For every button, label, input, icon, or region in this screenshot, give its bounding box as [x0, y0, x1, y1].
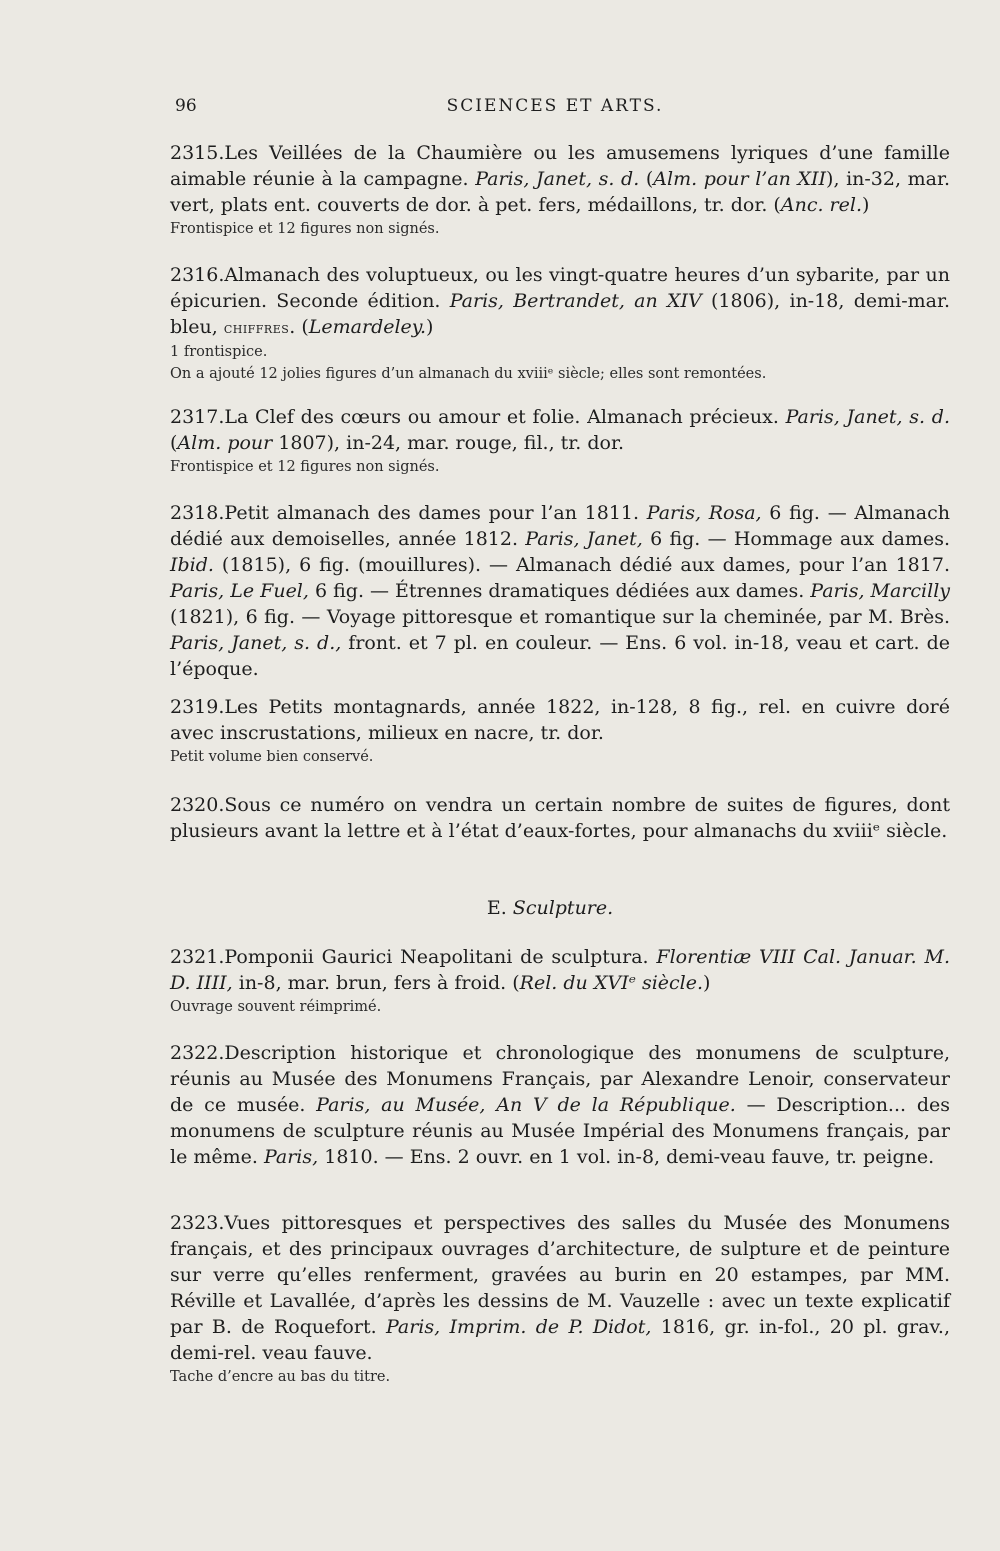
section-heading [0, 897, 1000, 919]
entry-text-run: (1806), in-18, demi-mar. bleu, [170, 290, 951, 338]
entry-note: On a ajouté 12 jolies figures d’un almanach du xviiiᵉ siècle; elles sont remontées. [170, 366, 767, 382]
entry-italic-text: Paris, [263, 1146, 319, 1168]
entry-italic-text: Paris, Janet, s. d. [475, 168, 640, 190]
entry-text-run: ) [703, 972, 711, 994]
entry-text-run: ), in-32, mar. vert, plats ent. couverts de dor. à pet. fers, médaillons, tr. dor. ( [170, 168, 950, 216]
entry-text [170, 944, 950, 996]
entry-italic-text: Paris, Rosa, [646, 502, 762, 524]
entry-text-run: Petit almanach des dames pour l’an 1811. [224, 502, 647, 524]
section-title: Sculpture. [512, 897, 614, 919]
entry-text [170, 1040, 950, 1170]
entry-text-run: 6 fig. — Hommage aux dames. [642, 528, 950, 550]
entry-text [170, 792, 950, 844]
entry-italic-text: Anc. rel. [780, 194, 862, 216]
entry-text-run: Vues pittoresques et perspectives des salles du Musée des Monumens français, et des principaux ouvrages d’architecture, de sulpture et de peinture sur verre qu’elles renferment, gravées au burin en 20 estampes, par MM. Réville et Lavallée, d’après les dessins de M. Vauzelle : avec un texte explicatif par B. de Roquefort. [170, 1212, 950, 1338]
entry-text [170, 500, 950, 682]
entry-note: Tache d’encre au bas du titre. [170, 1369, 391, 1385]
entry-note: Ouvrage souvent réimprimé. [170, 999, 382, 1015]
running-title: SCIENCES ET ARTS. [446, 96, 664, 116]
entry-text-run: Almanach des voluptueux, ou les vingt-quatre heures d’un sybarite, par un épicurien. Seconde édition. [170, 264, 950, 312]
page-header [175, 96, 935, 126]
entry-italic-text: Paris, Bertrandet, an XIV [449, 290, 702, 312]
entry-number: 2317. [170, 406, 225, 428]
catalog-entry [170, 404, 950, 478]
catalog-entry [170, 792, 950, 844]
entry-text-run: chiffres [223, 319, 290, 337]
entry-text-run: 1810. — Ens. 2 ouvr. en 1 vol. in-8, demi-veau fauve, tr. peigne. [318, 1146, 935, 1168]
entry-number: 2318. [170, 502, 225, 524]
entry-text [170, 404, 950, 456]
entry-text-run: in-8, mar. brun, fers à froid. ( [232, 972, 520, 994]
entry-text-run: Les Petits montagnards, année 1822, in-128, 8 fig., rel. en cuivre doré avec inscrustations, milieux en nacre, tr. dor. [170, 696, 950, 744]
entry-italic-text: Paris, au Musée, An V de la République. [316, 1094, 736, 1116]
entry-text [170, 694, 950, 746]
entry-text-run: — Description... des monumens de sculpture réunis au Musée Impérial des Monumens français, par le même. [170, 1094, 950, 1168]
entry-text [170, 140, 950, 218]
catalog-entry [170, 1040, 950, 1170]
entry-italic-text: Paris, Imprim. de P. Didot, [385, 1316, 652, 1338]
entry-number: 2319. [170, 696, 225, 718]
entry-number: 2323. [170, 1212, 225, 1234]
entry-italic-text: Paris, Marcilly [810, 580, 951, 602]
entry-note: Frontispice et 12 figures non signés. [170, 459, 440, 475]
catalog-entry [170, 1210, 950, 1388]
entry-text-run: 1816, gr. in-fol., 20 pl. grav., demi-rel. veau fauve. [170, 1316, 951, 1364]
entry-italic-text: Paris, Janet, s. d., [170, 632, 342, 654]
entry-text-run: Sous ce numéro on vendra un certain nombre de suites de figures, dont plusieurs avant la lettre et à l’état d’eaux-fortes, pour almanachs du xviiiᵉ siècle. [170, 794, 950, 842]
entry-italic-text: Ibid. [170, 554, 214, 576]
entry-number: 2315. [170, 142, 225, 164]
entry-italic-text: Lemardeley. [308, 316, 427, 338]
entry-italic-text: Alm. pour [177, 432, 273, 454]
entry-note: Frontispice et 12 figures non signés. [170, 221, 440, 237]
entry-text-run: (1821), 6 fig. — Voyage pittoresque et romantique sur la cheminée, par M. Brès. [170, 606, 950, 628]
entry-italic-text: Alm. pour l’an XII [653, 168, 827, 190]
entry-number: 2322. [170, 1042, 225, 1064]
entry-note: 1 frontispice. [170, 344, 268, 360]
entry-text-run: . ( [289, 316, 309, 338]
entry-italic-text: Rel. du XVIᵉ siècle. [519, 972, 704, 994]
entry-text-run: ) [426, 316, 434, 338]
catalog-entry [170, 944, 950, 1018]
entry-text-run: ( [170, 432, 178, 454]
entry-text-run: front. et 7 pl. en couleur. — Ens. 6 vol. in-18, veau et cart. de l’époque. [170, 632, 950, 680]
entry-italic-text: Florentiæ VIII Cal. Januar. M. D. IIII, [170, 946, 951, 994]
entry-number: 2321. [170, 946, 225, 968]
catalog-entry [170, 694, 950, 768]
entry-italic-text: Paris, Janet, s. d. [785, 406, 951, 428]
entry-text-run: 6 fig. — Almanach dédié aux demoiselles, année 1812. [170, 502, 950, 550]
entry-text [170, 262, 950, 341]
entry-text-run: Pomponii Gaurici Neapolitani de sculptura. [224, 946, 657, 968]
section-letter: E. [486, 897, 507, 919]
catalog-entry [170, 262, 950, 385]
entry-number: 2320. [170, 794, 225, 816]
entry-text-run: Les Veillées de la Chaumière ou les amusemens lyriques d’une famille aimable réunie à la campagne. [170, 142, 950, 190]
entry-text-run: Description historique et chronologique des monumens de sculpture, réunis au Musée des Monumens Français, par Alexandre Lenoir, conservateur de ce musée. [170, 1042, 950, 1116]
page-number: 96 [175, 96, 197, 116]
entry-italic-text: Paris, Le Fuel, [170, 580, 309, 602]
entry-italic-text: Paris, Janet, [525, 528, 643, 550]
entry-text [170, 1210, 950, 1366]
entry-note: Petit volume bien conservé. [170, 749, 374, 765]
entry-text-run: La Clef des cœurs ou amour et folie. Almanach précieux. [224, 406, 786, 428]
entry-text-run: ( [639, 168, 654, 190]
catalog-entry [170, 140, 950, 240]
entry-text-run: 1807), in-24, mar. rouge, fil., tr. dor. [272, 432, 625, 454]
entry-number: 2316. [170, 264, 225, 286]
catalog-entry [170, 500, 950, 682]
entry-text-run: 6 fig. — Étrennes dramatiques dédiées aux dames. [308, 580, 811, 602]
entry-text-run: (1815), 6 fig. (mouillures). — Almanach dédié aux dames, pour l’an 1817. [213, 554, 950, 576]
entry-text-run: ) [861, 194, 870, 216]
